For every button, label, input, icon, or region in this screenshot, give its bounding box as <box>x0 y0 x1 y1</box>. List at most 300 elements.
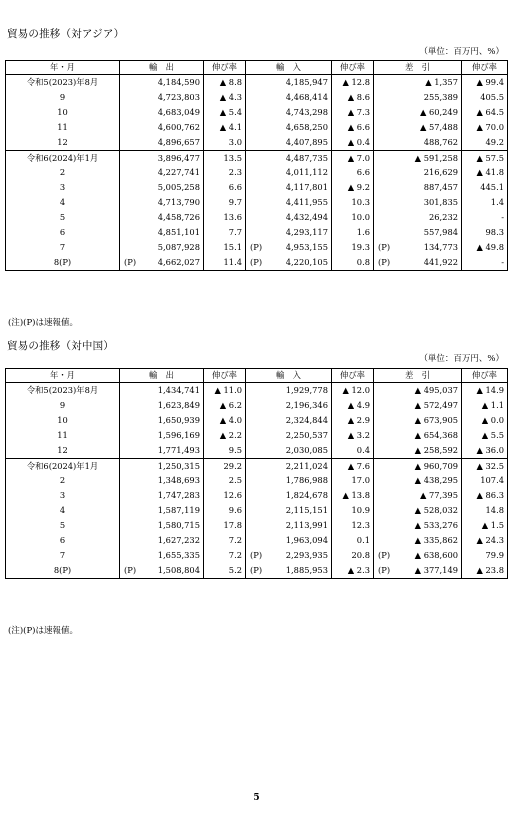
import-cell-value: 2,250,537 <box>285 429 328 440</box>
import-cell <box>246 443 332 458</box>
export-growth-cell-value: 17.8 <box>223 520 242 531</box>
export-cell <box>120 210 204 225</box>
export-cell <box>120 90 204 105</box>
export-cell-value: 4,896,657 <box>157 136 200 147</box>
import-cell-value: 4,011,112 <box>285 167 328 178</box>
balance-growth-cell <box>462 473 508 488</box>
period-cell-value: 11 <box>57 121 68 132</box>
import-growth-cell <box>332 518 374 533</box>
export-growth-cell-value: 12.6 <box>223 490 242 501</box>
period-cell-value: 4 <box>59 197 66 208</box>
import-cell-value: 4,953,155 <box>285 241 328 252</box>
table-row <box>6 563 508 578</box>
balance-growth-cell <box>462 135 508 150</box>
export-growth-cell-value: ▲ 5.4 <box>219 106 242 117</box>
export-cell-value: 4,662,027 <box>157 256 200 267</box>
china-unit-label: （単位：百万円、%） <box>419 354 504 364</box>
period-cell <box>6 383 120 398</box>
header-import: 輸 入 <box>246 61 332 75</box>
period-cell-value: 10 <box>57 106 68 117</box>
table-row <box>6 225 508 240</box>
balance-cell-value: 255,389 <box>423 91 458 102</box>
balance-growth-cell-value: 98.3 <box>485 227 504 238</box>
export-growth-cell <box>204 180 246 195</box>
balance-growth-cell <box>462 443 508 458</box>
export-growth-cell-value: ▲ 2.2 <box>219 429 242 440</box>
export-cell-value: 4,723,803 <box>157 91 200 102</box>
import-growth-cell-value: ▲ 3.2 <box>347 429 370 440</box>
period-cell <box>6 458 120 473</box>
balance-cell-value: ▲ 77,395 <box>419 490 458 501</box>
import-growth-cell <box>332 150 374 165</box>
export-growth-cell-value: ▲ 4.0 <box>219 414 242 425</box>
header-period: 年・月 <box>6 61 120 75</box>
balance-cell-value: 26,232 <box>428 212 458 223</box>
balance-cell <box>374 165 462 180</box>
import-growth-cell <box>332 120 374 135</box>
balance-growth-cell-value: ▲ 5.5 <box>481 429 504 440</box>
export-cell <box>120 563 204 578</box>
export-cell-value: 1,508,804 <box>157 564 200 575</box>
import-growth-cell-value: ▲ 13.8 <box>342 490 370 501</box>
period-cell <box>6 90 120 105</box>
export-cell-value: 1,587,119 <box>157 505 200 516</box>
table-row <box>6 75 508 90</box>
import-cell-value: 4,185,947 <box>285 77 328 87</box>
period-cell-value: 12 <box>57 136 68 147</box>
export-cell <box>120 518 204 533</box>
export-growth-cell-value: ▲ 6.2 <box>219 399 242 410</box>
table-row <box>6 443 508 458</box>
import-cell <box>246 548 332 563</box>
balance-cell-value: ▲ 591,258 <box>414 152 458 163</box>
table-row <box>6 255 508 270</box>
balance-growth-cell <box>462 533 508 548</box>
export-cell-value: 4,713,790 <box>157 197 200 208</box>
balance-growth-cell-value: ▲ 1.5 <box>481 520 504 531</box>
balance-growth-cell-value: 107.4 <box>480 475 504 486</box>
balance-growth-cell-value: ▲ 0.0 <box>481 414 504 425</box>
export-growth-cell <box>204 443 246 458</box>
import-cell <box>246 120 332 135</box>
import-cell <box>246 165 332 180</box>
import-cell <box>246 533 332 548</box>
import-cell <box>246 503 332 518</box>
export-cell-value: 1,747,283 <box>157 490 200 501</box>
export-growth-cell <box>204 195 246 210</box>
balance-growth-cell <box>462 503 508 518</box>
balance-growth-cell <box>462 210 508 225</box>
import-cell-value: 2,113,991 <box>285 520 328 531</box>
import-growth-cell-value: ▲ 12.8 <box>342 77 370 87</box>
import-growth-cell <box>332 563 374 578</box>
export-growth-cell <box>204 488 246 503</box>
export-cell-value: 4,683,049 <box>157 106 200 117</box>
import-cell-value: 4,220,105 <box>285 256 328 267</box>
export-cell-value: 1,623,849 <box>157 399 200 410</box>
balance-growth-cell <box>462 413 508 428</box>
import-cell-value: 4,293,117 <box>285 227 328 238</box>
balance-cell <box>374 180 462 195</box>
asia-footnote: (注)(P)は速報値。 <box>8 318 78 328</box>
import-cell-value: 2,324,844 <box>285 414 328 425</box>
import-growth-cell-value: 17.0 <box>351 475 370 486</box>
period-cell <box>6 240 120 255</box>
export-cell <box>120 383 204 398</box>
balance-cell <box>374 75 462 90</box>
import-cell-value: 2,030,085 <box>285 444 328 455</box>
import-cell-value: 1,929,778 <box>285 385 328 395</box>
export-cell <box>120 105 204 120</box>
import-growth-cell-value: 19.3 <box>351 241 370 252</box>
import-cell <box>246 210 332 225</box>
import-growth-cell-value: 0.8 <box>356 256 370 267</box>
balance-cell-value: ▲ 335,862 <box>414 535 458 546</box>
balance-cell <box>374 518 462 533</box>
import-growth-cell-value: 1.6 <box>356 227 370 238</box>
import-cell-value: 4,117,801 <box>285 182 328 193</box>
import-cell <box>246 255 332 270</box>
import-cell <box>246 413 332 428</box>
import-growth-cell-value: ▲ 4.9 <box>347 399 370 410</box>
balance-growth-cell <box>462 105 508 120</box>
balance-growth-cell <box>462 240 508 255</box>
export-growth-cell <box>204 165 246 180</box>
period-cell <box>6 195 120 210</box>
import-growth-cell <box>332 90 374 105</box>
import-cell-value: 2,211,024 <box>285 460 328 471</box>
period-cell <box>6 398 120 413</box>
import-cell-value: 4,658,250 <box>285 121 328 132</box>
import-cell <box>246 428 332 443</box>
period-cell <box>6 548 120 563</box>
balance-cell <box>374 548 462 563</box>
export-growth-cell-value: 7.2 <box>228 549 242 560</box>
period-cell <box>6 75 120 90</box>
import-growth-cell <box>332 428 374 443</box>
header-import: 輸 入 <box>246 369 332 383</box>
import-cell-value: 4,432,494 <box>285 212 328 223</box>
export-growth-cell-value: 9.7 <box>228 197 242 208</box>
balance-growth-cell-value: 14.8 <box>485 505 504 516</box>
export-cell-value: 1,627,232 <box>157 535 200 546</box>
period-cell <box>6 518 120 533</box>
table-row <box>6 488 508 503</box>
balance-cell <box>374 443 462 458</box>
import-cell <box>246 150 332 165</box>
balance-growth-cell <box>462 195 508 210</box>
balance-cell <box>374 90 462 105</box>
export-cell-value: 1,434,741 <box>157 385 200 395</box>
china-section-title: 貿易の推移（対中国） <box>7 340 114 352</box>
table-row <box>6 458 508 473</box>
balance-growth-cell <box>462 488 508 503</box>
import-growth-cell <box>332 195 374 210</box>
period-cell-value: 8(P) <box>53 564 72 575</box>
export-cell-value: 4,227,741 <box>157 167 200 178</box>
period-cell-value: 令和5(2023)年8月 <box>26 77 99 87</box>
export-growth-cell-value: 2.3 <box>228 167 242 178</box>
balance-growth-cell-value: 405.5 <box>480 91 504 102</box>
period-cell <box>6 473 120 488</box>
export-cell-value: 5,087,928 <box>157 241 200 252</box>
export-growth-cell <box>204 90 246 105</box>
period-cell-value: 9 <box>59 399 66 410</box>
export-cell-value: 1,655,335 <box>157 549 200 560</box>
balance-cell <box>374 240 462 255</box>
balance-cell-value: ▲ 654,368 <box>414 429 458 440</box>
import-cell <box>246 473 332 488</box>
balance-cell <box>374 488 462 503</box>
export-cell-value: 4,600,762 <box>157 121 200 132</box>
balance-cell-value: 134,773 <box>423 241 458 252</box>
period-cell-value: 9 <box>59 91 66 102</box>
export-growth-cell <box>204 518 246 533</box>
import-growth-cell-value: ▲ 9.2 <box>347 182 370 193</box>
period-cell <box>6 533 120 548</box>
balance-cell <box>374 383 462 398</box>
balance-cell <box>374 195 462 210</box>
export-cell-value: 1,771,493 <box>157 444 200 455</box>
import-cell <box>246 383 332 398</box>
import-growth-cell <box>332 75 374 90</box>
balance-cell <box>374 413 462 428</box>
balance-growth-cell-value: ▲ 36.0 <box>476 444 504 455</box>
import-cell <box>246 75 332 90</box>
import-cell-value: 4,743,298 <box>285 106 328 117</box>
table-row <box>6 150 508 165</box>
import-growth-cell <box>332 135 374 150</box>
import-cell <box>246 135 332 150</box>
balance-cell-value: ▲ 528,032 <box>414 505 458 516</box>
export-growth-cell-value: 2.5 <box>228 475 242 486</box>
export-growth-cell-value: ▲ 4.3 <box>219 91 242 102</box>
table-row <box>6 548 508 563</box>
export-cell <box>120 488 204 503</box>
china-header-row <box>6 369 508 383</box>
import-cell-value: 4,468,414 <box>285 91 328 102</box>
export-growth-cell <box>204 225 246 240</box>
balance-cell-value: ▲ 57,488 <box>419 121 458 132</box>
balance-growth-cell-value: ▲ 86.3 <box>476 490 504 501</box>
export-cell <box>120 443 204 458</box>
export-growth-cell-value: 6.6 <box>228 182 242 193</box>
header-balance-growth: 伸び率 <box>462 369 508 383</box>
import-growth-cell-value: ▲ 2.9 <box>347 414 370 425</box>
period-cell-value: 2 <box>59 475 66 486</box>
balance-cell <box>374 533 462 548</box>
balance-growth-cell-value: ▲ 99.4 <box>476 77 504 87</box>
export-growth-cell <box>204 75 246 90</box>
period-cell-value: 7 <box>59 549 66 560</box>
import-growth-cell-value: 0.4 <box>356 444 370 455</box>
import-growth-cell-value: 6.6 <box>356 167 370 178</box>
balance-cell-value: ▲ 495,037 <box>414 385 458 395</box>
balance-growth-cell <box>462 180 508 195</box>
china-trade-table <box>5 368 508 579</box>
export-cell-value: 5,005,258 <box>157 182 200 193</box>
balance-cell <box>374 563 462 578</box>
period-cell-value: 5 <box>59 520 66 531</box>
table-row <box>6 383 508 398</box>
table-row <box>6 518 508 533</box>
preliminary-mark: (P) <box>378 256 391 267</box>
period-cell-value: 7 <box>59 241 66 252</box>
page-number: 5 <box>253 793 260 803</box>
balance-cell-value: ▲ 438,295 <box>414 475 458 486</box>
export-cell-value: 4,851,101 <box>157 227 200 238</box>
import-cell-value: 1,885,953 <box>285 564 328 575</box>
export-cell <box>120 413 204 428</box>
import-growth-cell-value: 20.8 <box>351 549 370 560</box>
period-cell-value: 12 <box>57 444 68 455</box>
export-growth-cell <box>204 383 246 398</box>
period-cell-value: 2 <box>59 167 66 178</box>
preliminary-mark: (P) <box>250 241 263 252</box>
period-cell-value: 3 <box>59 182 66 193</box>
import-cell <box>246 518 332 533</box>
table-row <box>6 135 508 150</box>
import-growth-cell <box>332 383 374 398</box>
import-cell-value: 2,196,346 <box>285 399 328 410</box>
balance-growth-cell-value: ▲ 64.5 <box>476 106 504 117</box>
period-cell-value: 10 <box>57 414 68 425</box>
balance-cell-value: ▲ 572,497 <box>414 399 458 410</box>
import-cell-value: 4,487,735 <box>285 152 328 163</box>
export-growth-cell <box>204 413 246 428</box>
period-cell-value: 令和5(2023)年8月 <box>26 385 99 395</box>
balance-cell-value: ▲ 960,709 <box>414 460 458 471</box>
import-growth-cell <box>332 488 374 503</box>
balance-growth-cell <box>462 383 508 398</box>
period-cell-value: 6 <box>59 227 66 238</box>
import-growth-cell-value: ▲ 7.3 <box>347 106 370 117</box>
period-cell-value: 11 <box>57 429 68 440</box>
period-cell <box>6 105 120 120</box>
balance-cell <box>374 255 462 270</box>
balance-growth-cell-value: 79.9 <box>485 549 504 560</box>
header-export: 輸 出 <box>120 369 204 383</box>
period-cell-value: 令和6(2024)年1月 <box>26 460 99 471</box>
preliminary-mark: (P) <box>250 256 263 267</box>
header-balance-growth: 伸び率 <box>462 61 508 75</box>
export-cell <box>120 473 204 488</box>
header-export-growth: 伸び率 <box>204 61 246 75</box>
balance-growth-cell-value: ▲ 57.5 <box>476 152 504 163</box>
export-growth-cell-value: 7.7 <box>228 227 242 238</box>
import-cell <box>246 398 332 413</box>
import-cell-value: 4,407,895 <box>285 136 328 147</box>
export-growth-cell <box>204 398 246 413</box>
import-growth-cell-value: ▲ 7.0 <box>347 152 370 163</box>
export-growth-cell <box>204 135 246 150</box>
import-cell <box>246 488 332 503</box>
period-cell <box>6 120 120 135</box>
import-growth-cell <box>332 180 374 195</box>
preliminary-mark: (P) <box>124 564 137 575</box>
table-row <box>6 428 508 443</box>
period-cell-value: 6 <box>59 535 66 546</box>
import-cell <box>246 90 332 105</box>
balance-growth-cell-value: ▲ 23.8 <box>476 564 504 575</box>
balance-growth-cell <box>462 75 508 90</box>
balance-growth-cell-value: 1.4 <box>490 197 504 208</box>
import-growth-cell-value: ▲ 8.6 <box>347 91 370 102</box>
balance-growth-cell <box>462 165 508 180</box>
export-cell <box>120 180 204 195</box>
preliminary-mark: (P) <box>378 241 391 252</box>
period-cell <box>6 413 120 428</box>
export-growth-cell <box>204 120 246 135</box>
export-cell-value: 3,896,477 <box>157 152 200 163</box>
period-cell <box>6 180 120 195</box>
import-growth-cell <box>332 225 374 240</box>
table-row <box>6 533 508 548</box>
balance-cell-value: 441,922 <box>423 256 458 267</box>
export-growth-cell <box>204 503 246 518</box>
export-growth-cell <box>204 548 246 563</box>
balance-growth-cell-value: ▲ 49.8 <box>476 241 504 252</box>
export-cell <box>120 195 204 210</box>
header-export-growth: 伸び率 <box>204 369 246 383</box>
import-growth-cell <box>332 458 374 473</box>
preliminary-mark: (P) <box>250 564 263 575</box>
import-growth-cell <box>332 105 374 120</box>
period-cell <box>6 428 120 443</box>
balance-growth-cell-value: ▲ 70.0 <box>476 121 504 132</box>
export-growth-cell <box>204 533 246 548</box>
balance-cell-value: ▲ 377,149 <box>414 564 458 575</box>
china-footnote: (注)(P)は速報値。 <box>8 626 78 636</box>
import-cell <box>246 105 332 120</box>
export-cell <box>120 428 204 443</box>
balance-cell-value: 488,762 <box>423 136 458 147</box>
export-growth-cell-value: ▲ 11.0 <box>214 385 242 395</box>
export-growth-cell <box>204 105 246 120</box>
export-cell-value: 1,348,693 <box>157 475 200 486</box>
import-growth-cell-value: ▲ 12.0 <box>342 385 370 395</box>
balance-cell <box>374 398 462 413</box>
import-growth-cell <box>332 548 374 563</box>
export-growth-cell-value: 11.4 <box>223 256 242 267</box>
import-growth-cell <box>332 255 374 270</box>
table-row <box>6 165 508 180</box>
balance-cell-value: ▲ 638,600 <box>414 549 458 560</box>
export-growth-cell <box>204 240 246 255</box>
balance-growth-cell-value: 49.2 <box>485 136 504 147</box>
export-growth-cell <box>204 473 246 488</box>
export-cell <box>120 135 204 150</box>
table-row <box>6 413 508 428</box>
export-growth-cell-value: 13.6 <box>223 212 242 223</box>
balance-growth-cell <box>462 120 508 135</box>
header-import-growth: 伸び率 <box>332 369 374 383</box>
table-row <box>6 240 508 255</box>
period-cell <box>6 443 120 458</box>
balance-growth-cell-value: ▲ 1.1 <box>481 399 504 410</box>
export-cell <box>120 255 204 270</box>
import-cell-value: 4,411,955 <box>285 197 328 208</box>
balance-growth-cell-value: - <box>501 256 504 267</box>
export-cell <box>120 458 204 473</box>
export-growth-cell <box>204 458 246 473</box>
balance-growth-cell-value: ▲ 41.8 <box>476 167 504 178</box>
import-cell <box>246 458 332 473</box>
export-cell <box>120 503 204 518</box>
import-cell <box>246 563 332 578</box>
preliminary-mark: (P) <box>378 564 391 575</box>
period-cell <box>6 135 120 150</box>
